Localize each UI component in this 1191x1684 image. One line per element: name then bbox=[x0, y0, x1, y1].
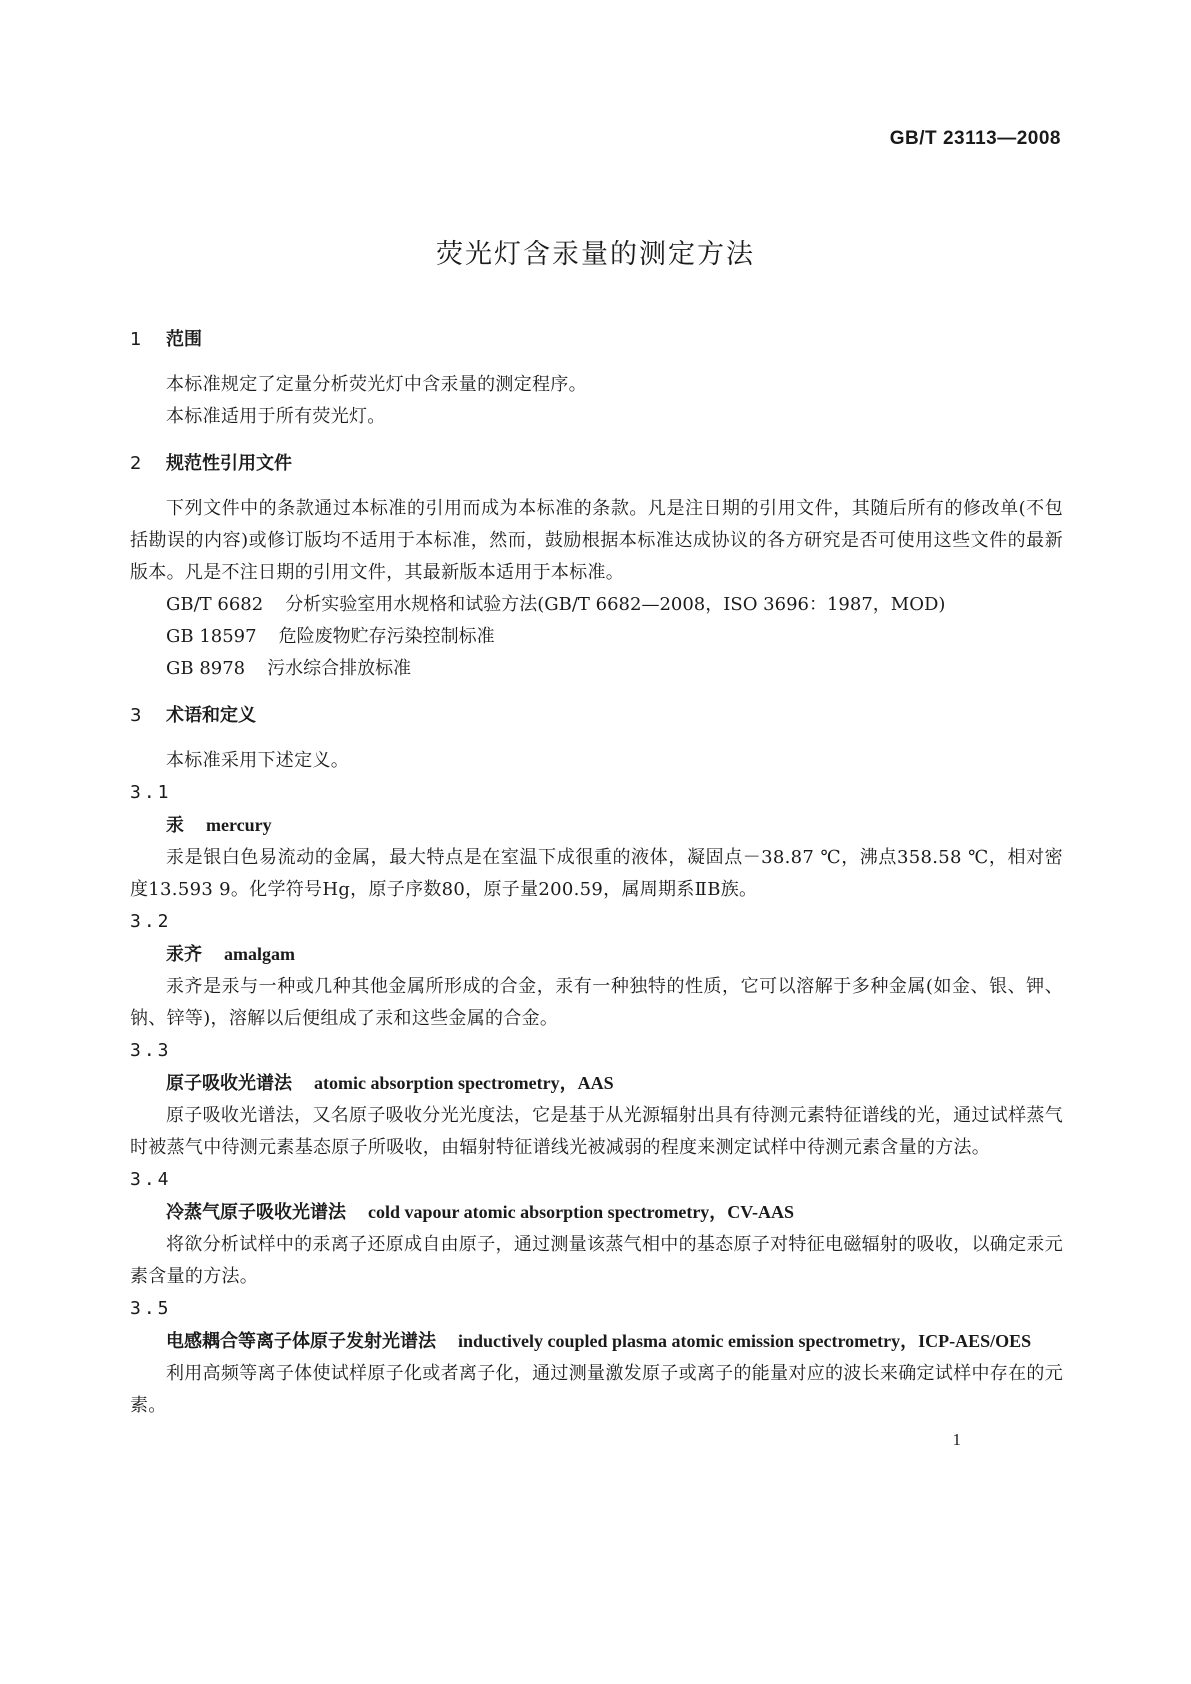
normative-reference bbox=[130, 653, 1063, 685]
section-number: 3 bbox=[130, 705, 142, 726]
term-heading bbox=[130, 1196, 1063, 1229]
term-definition: 原子吸收光谱法，又名原子吸收分光光度法，它是基于从光源辐射出具有待测元素特征谱线的光，通过试样蒸气时被蒸气中待测元素基态原子所吸收，由辐射特征谱线光被减弱的程度来测定试样中待测元素含量的方法。 bbox=[130, 1105, 1063, 1158]
paragraph: 下列文件中的条款通过本标准的引用而成为本标准的条款。凡是注日期的引用文件，其随后所有的修改单(不包括勘误的内容)或修订版均不适用于本标准，然而，鼓励根据本标准达成协议的各方研究是否可使用这些文件的最新版本。凡是不注日期的引用文件，其最新版本适用于本标准。 bbox=[130, 498, 1063, 583]
paragraph: 本标准采用下述定义。 bbox=[166, 750, 349, 771]
document-title: 荧光灯含汞量的测定方法 bbox=[436, 239, 755, 270]
term-number: 3.3 bbox=[130, 1040, 172, 1061]
section-number: 1 bbox=[130, 329, 142, 350]
term-number: 3.4 bbox=[130, 1169, 172, 1190]
normative-reference bbox=[130, 621, 1063, 653]
section-number: 2 bbox=[130, 453, 142, 474]
normative-reference bbox=[130, 589, 1063, 621]
section-title: 范围 bbox=[166, 329, 202, 350]
term-zh: 汞齐 bbox=[166, 944, 202, 965]
section-2-heading bbox=[130, 449, 1063, 479]
reference-code: GB/T 6682 bbox=[166, 594, 264, 615]
reference-code: GB 18597 bbox=[166, 626, 257, 647]
reference-title: 危险废物贮存污染控制标准 bbox=[278, 626, 495, 647]
term-definition: 将欲分析试样中的汞离子还原成自由原子，通过测量该蒸气相中的基态原子对特征电磁辐射的吸收，以确定汞元素含量的方法。 bbox=[130, 1234, 1063, 1287]
term-heading bbox=[130, 1067, 1063, 1100]
term-definition: 汞齐是汞与一种或几种其他金属所形成的合金，汞有一种独特的性质，它可以溶解于多种金属(如金、银、钾、钠、锌等)，溶解以后便组成了汞和这些金属的合金。 bbox=[130, 976, 1063, 1029]
reference-title: 分析实验室用水规格和试验方法(GB/T 6682—2008，ISO 3696：1987，MOD) bbox=[285, 594, 946, 615]
term-en: inductively coupled plasma atomic emission spectrometry，ICP-AES/OES bbox=[458, 1331, 1032, 1351]
reference-code: GB 8978 bbox=[166, 658, 246, 679]
term-zh: 原子吸收光谱法 bbox=[166, 1073, 292, 1094]
term-heading bbox=[130, 1325, 1063, 1358]
section-3-heading bbox=[130, 701, 1063, 731]
paragraph: 本标准规定了定量分析荧光灯中含汞量的测定程序。 bbox=[166, 374, 587, 395]
term-number: 3.2 bbox=[130, 911, 172, 932]
term-en: mercury bbox=[206, 815, 272, 835]
term-definition: 利用高频等离子体使试样原子化或者离子化，通过测量激发原子或离子的能量对应的波长来确定试样中存在的元素。 bbox=[130, 1363, 1063, 1416]
term-zh: 汞 bbox=[166, 815, 184, 836]
term-zh: 冷蒸气原子吸收光谱法 bbox=[166, 1202, 346, 1223]
term-heading bbox=[130, 809, 1063, 842]
term-heading bbox=[130, 938, 1063, 971]
section-title: 术语和定义 bbox=[166, 705, 256, 726]
term-number: 3.1 bbox=[130, 782, 172, 803]
section-1-heading bbox=[130, 325, 1063, 355]
section-title: 规范性引用文件 bbox=[166, 453, 292, 474]
term-en: atomic absorption spectrometry，AAS bbox=[314, 1073, 614, 1093]
document-body bbox=[130, 325, 1063, 1422]
term-definition: 汞是银白色易流动的金属，最大特点是在室温下成很重的液体，凝固点－38.87 ℃，沸点358.58 ℃，相对密度13.593 9。化学符号Hg，原子序数80，原子量200.59，属周期系ⅡB族。 bbox=[130, 847, 1063, 900]
term-zh: 电感耦合等离子体原子发射光谱法 bbox=[166, 1331, 436, 1352]
term-en: cold vapour atomic absorption spectrometry，CV-AAS bbox=[368, 1202, 794, 1222]
standard-number: GB/T 23113—2008 bbox=[889, 128, 1061, 149]
term-number: 3.5 bbox=[130, 1298, 172, 1319]
paragraph: 本标准适用于所有荧光灯。 bbox=[166, 406, 386, 427]
reference-title: 污水综合排放标准 bbox=[267, 658, 412, 679]
page-number: 1 bbox=[952, 1430, 961, 1449]
term-en: amalgam bbox=[224, 944, 295, 964]
